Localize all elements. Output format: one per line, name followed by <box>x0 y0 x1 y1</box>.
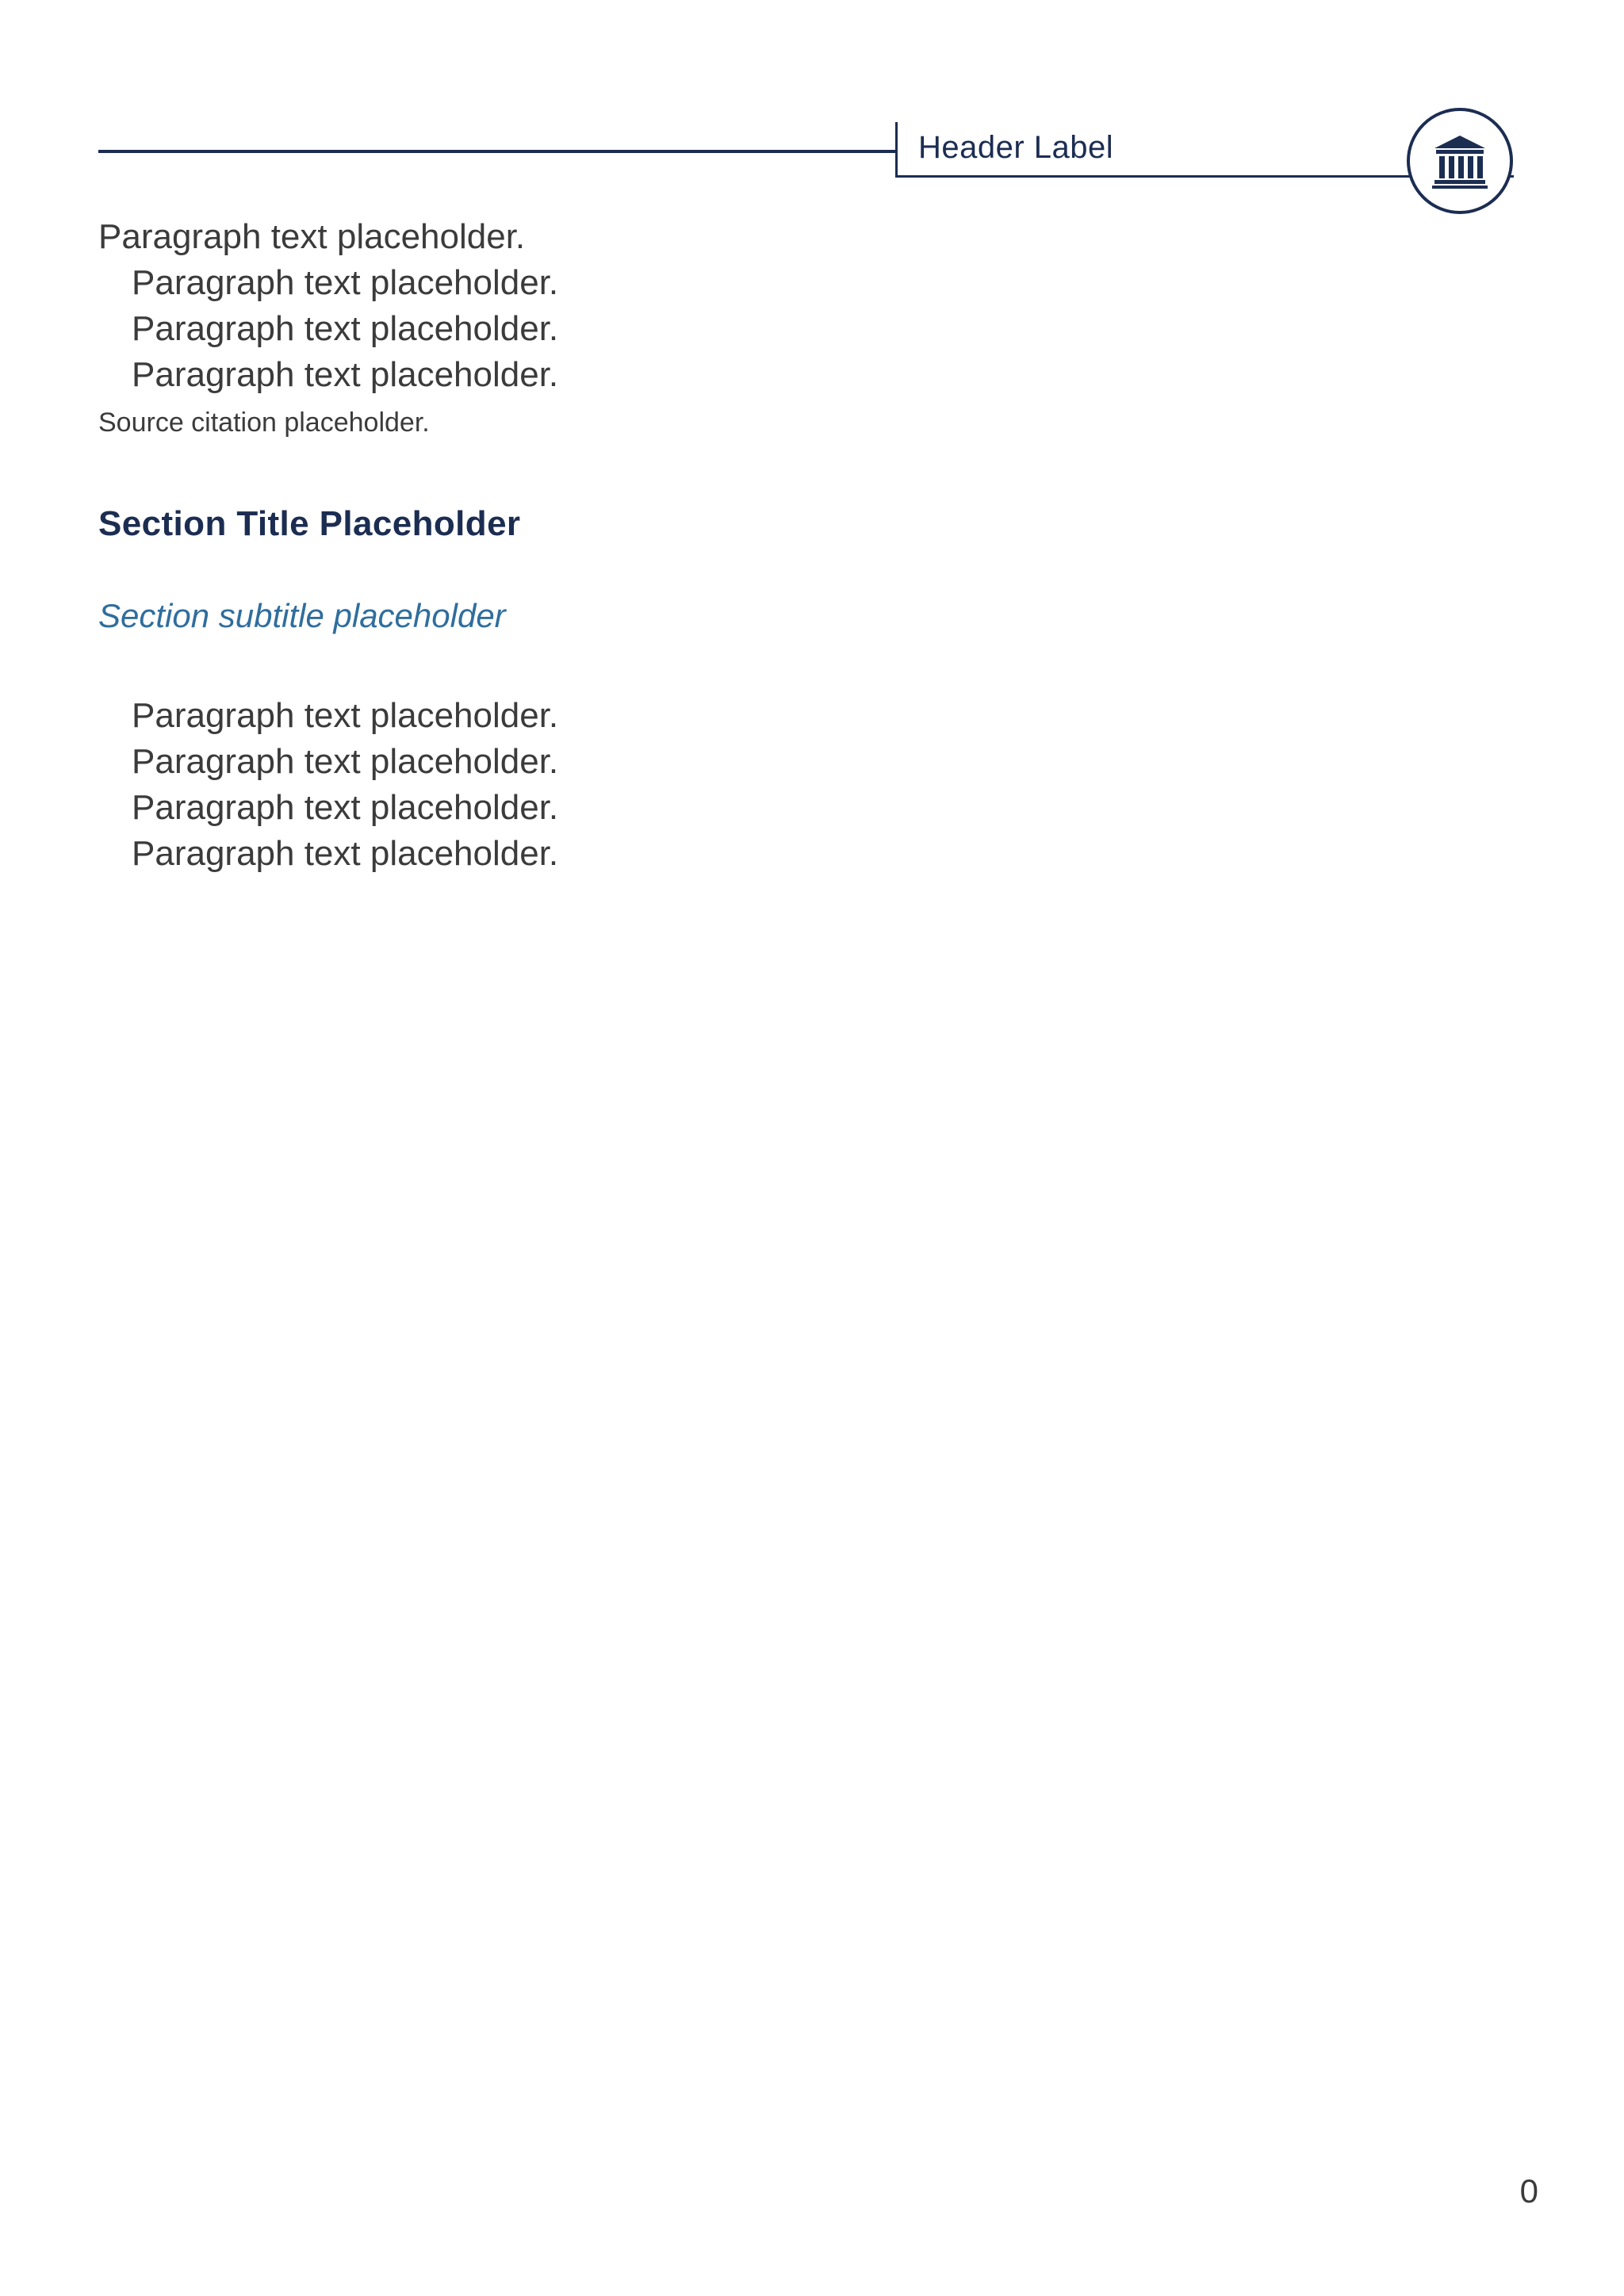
court-logo <box>1407 108 1513 214</box>
header-rule <box>98 150 895 153</box>
body-paragraph: Paragraph text placeholder. <box>132 742 559 781</box>
building-columns-icon <box>1430 131 1490 191</box>
page-body <box>98 214 1526 877</box>
header-title: Header Label <box>895 122 1514 178</box>
source-citation: Source citation placeholder. <box>98 408 430 438</box>
section-title: Section Title Placeholder <box>98 504 521 543</box>
body-paragraph: Paragraph text placeholder. <box>132 834 559 873</box>
body-paragraph: Paragraph text placeholder. <box>132 309 559 348</box>
body-paragraph: Paragraph text placeholder. <box>132 788 559 827</box>
page-number: 0 <box>1519 2172 1538 2210</box>
body-paragraph: Paragraph text placeholder. <box>132 355 559 394</box>
body-paragraph: Paragraph text placeholder. <box>132 263 559 302</box>
section-subtitle: Section subtitle placeholder <box>98 597 506 634</box>
body-paragraph: Paragraph text placeholder. <box>98 217 526 256</box>
body-paragraph: Paragraph text placeholder. <box>132 696 559 735</box>
